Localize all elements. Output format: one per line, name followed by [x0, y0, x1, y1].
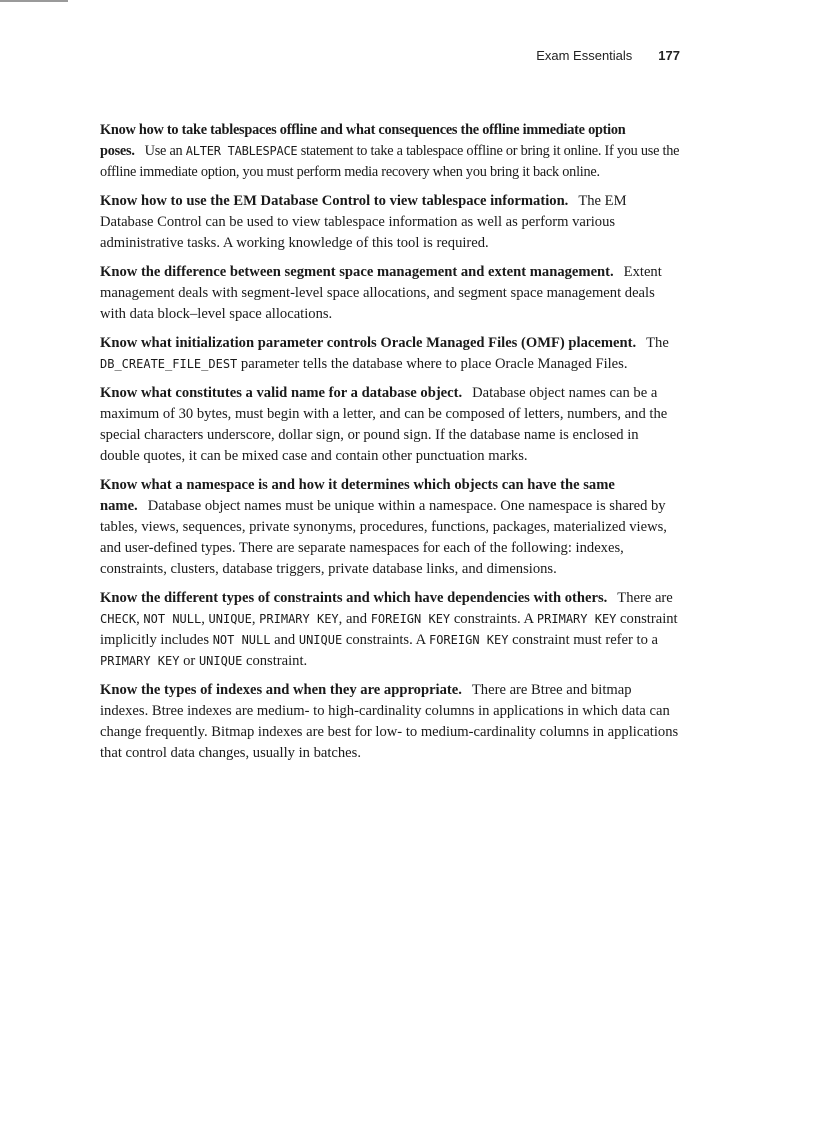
code-term: PRIMARY KEY [259, 612, 339, 626]
essential-text: parameter tells the database where to place Oracle Managed Files. [237, 356, 628, 372]
essential-text: constraint must refer to a [508, 632, 658, 648]
code-term: NOT NULL [212, 633, 271, 647]
essential-text: There are Btree and bitmap indexes. Btree indexes are medium- to high-cardinality columns in applications in which data can change frequently. Bitmap indexes are best for low- to medium-cardinality columns in applications that control data changes, usually in batches. [100, 682, 679, 761]
essential-text: The EM Database Control can be used to view tablespace information as well as perform various administrative tasks. A working knowledge of this tool is required. [100, 193, 627, 251]
code-term: UNIQUE [198, 654, 243, 668]
code-term: FOREIGN KEY [428, 633, 509, 647]
section-title: Exam Essentials [536, 48, 633, 63]
essential-text: , [251, 611, 260, 627]
essential-heading: Know the different types of constraints and which have dependencies with others. [100, 590, 608, 606]
code-term: CHECK [100, 612, 137, 626]
essential-paragraph [100, 262, 680, 325]
essential-paragraph [100, 333, 680, 375]
code-term: UNIQUE [208, 612, 252, 626]
essential-text: or [179, 653, 199, 669]
essential-paragraph [100, 120, 680, 183]
essential-paragraph [100, 383, 680, 467]
code-term: ALTER TABLESPACE [185, 144, 298, 158]
essential-text: Extent management deals with segment-level space allocations, and segment space management deals with data block–level space allocations. [100, 264, 662, 322]
essential-heading: Know how to use the EM Database Control to view tablespace information. [100, 193, 569, 209]
essential-paragraph [100, 588, 680, 672]
essential-text: , [136, 611, 144, 627]
essential-heading: Know the types of indexes and when they are appropriate. [100, 682, 462, 698]
essential-text: , [201, 611, 209, 627]
essential-text: The [646, 335, 669, 351]
code-term: DB_CREATE_FILE_DEST [100, 357, 238, 371]
top-rule [0, 0, 68, 2]
code-term: PRIMARY KEY [536, 612, 617, 626]
code-term: FOREIGN KEY [370, 612, 451, 626]
essential-text: constraint implicitly includes [100, 611, 678, 648]
essential-text: constraint. [242, 653, 308, 669]
essential-paragraph [100, 475, 680, 580]
essential-text: There are [617, 590, 673, 606]
essential-text: constraints. A [342, 632, 429, 648]
essential-heading: Know what constitutes a valid name for a database object. [100, 385, 463, 401]
essential-heading: Know the difference between segment space management and extent management. [100, 264, 614, 280]
essential-paragraph [100, 680, 680, 764]
essential-heading: Know what a namespace is and how it determines which objects can have the same name. [100, 477, 615, 514]
essential-text: Use an [144, 143, 186, 159]
essential-paragraph [100, 191, 680, 254]
essential-heading: Know how to take tablespaces offline and what consequences the offline immediate option poses. [100, 122, 626, 159]
exam-essentials-list [100, 120, 680, 772]
code-term: NOT NULL [143, 612, 202, 626]
essential-text: statement to take a tablespace offline or bring it online. If you use the offline immediate option, you must perform media recovery when you bring it back online. [100, 143, 680, 180]
essential-text: Database object names must be unique within a namespace. One namespace is shared by tables, views, sequences, private synonyms, procedures, functions, packages, materialized views, and user-defined types. There are separate namespaces for each of the following: indexes, constraints, clusters, database triggers, private database links, and dimensions. [100, 498, 667, 577]
essential-text: constraints. A [450, 611, 537, 627]
essential-text: , and [338, 611, 371, 627]
essential-text: and [270, 632, 299, 648]
running-head [536, 48, 680, 63]
code-term: PRIMARY KEY [100, 654, 180, 668]
essential-heading: Know what initialization parameter controls Oracle Managed Files (OMF) placement. [100, 335, 637, 351]
essential-text: Database object names can be a maximum of 30 bytes, must begin with a letter, and can be composed of letters, numbers, and the special characters underscore, dollar sign, or pound sign. If the database name is enclosed in double quotes, it can be mixed case and contain other punctuation marks. [100, 385, 668, 464]
page-number: 177 [658, 48, 680, 63]
code-term: UNIQUE [298, 633, 343, 647]
